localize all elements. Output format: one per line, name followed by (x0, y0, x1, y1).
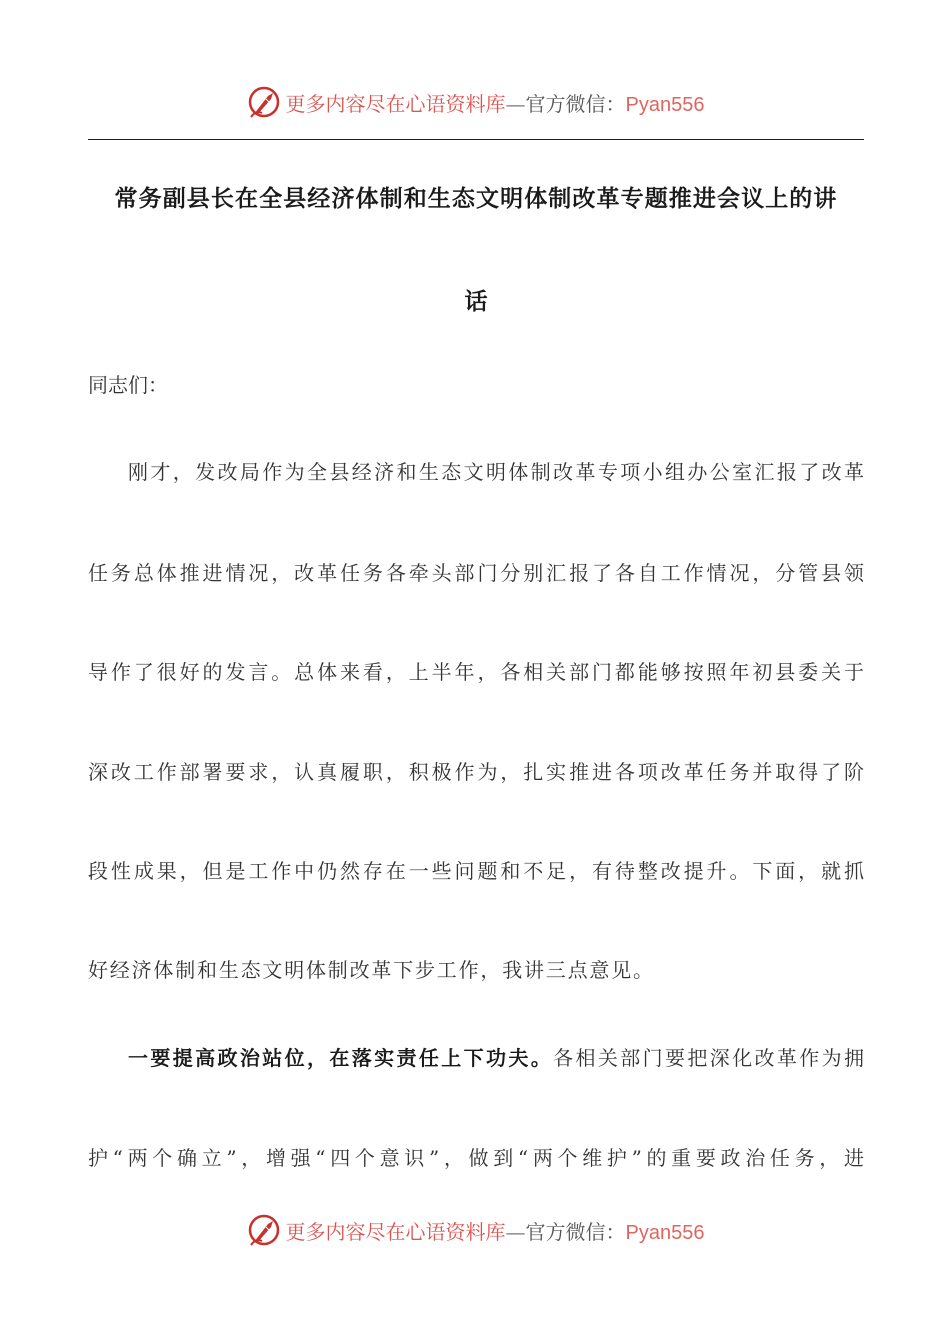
point-1-line (88, 1046, 864, 1070)
paragraph-line: 深改工作部署要求，认真履职，积极作为，扎实推进各项改革任务并取得了阶 (88, 760, 864, 784)
paragraph-line: 段性成果，但是工作中仍然存在一些问题和不足，有待整改提升。下面，就抓 (88, 859, 864, 883)
footer-banner (0, 1210, 950, 1250)
paragraph-line: 刚才，发改局作为全县经济和生态文明体制改革专项小组办公室汇报了改革 (128, 460, 864, 484)
document-title-line-2: 话 (464, 288, 488, 315)
document-title-line-1: 常务副县长在全县经济体制和生态文明体制改革专题推进会议上的讲 (114, 185, 838, 212)
paragraph-line: 导作了很好的发言。总体来看，上半年，各相关部门都能够按照年初县委关于 (88, 660, 864, 684)
point-1-line-2: 护“两个确立”，增强“四个意识”，做到“两个维护”的重要政治任务，进 (88, 1146, 864, 1170)
banner-dash: — (505, 1219, 526, 1244)
banner-dash: — (505, 91, 526, 116)
banner-slogan: 更多内容尽在心语资料库 (285, 1219, 506, 1244)
point-1-text: 各相关部门要把深化改革作为拥 (553, 1046, 864, 1070)
point-1-heading: 一要提高政治站位，在落实责任上下功夫。 (128, 1046, 554, 1070)
banner-text (286, 1216, 705, 1245)
banner-wechat-label: 官方微信： (525, 91, 626, 116)
banner-wechat-id: Pyan556 (625, 1221, 705, 1244)
banner-slogan: 更多内容尽在心语资料库 (285, 91, 506, 116)
salutation: 同志们： (88, 373, 168, 397)
pen-nib-circle-icon (246, 84, 282, 120)
banner-wechat-label: 官方微信： (525, 1219, 626, 1244)
header-banner (0, 82, 950, 122)
pen-nib-circle-icon (246, 1212, 282, 1248)
banner-text (286, 88, 705, 117)
paragraph-line: 好经济体制和生态文明体制改革下步工作，我讲三点意见。 (88, 958, 655, 982)
header-divider (88, 139, 864, 140)
paragraph-line: 任务总体推进情况，改革任务各牵头部门分别汇报了各自工作情况，分管县领 (88, 561, 864, 585)
banner-wechat-id: Pyan556 (625, 93, 705, 116)
